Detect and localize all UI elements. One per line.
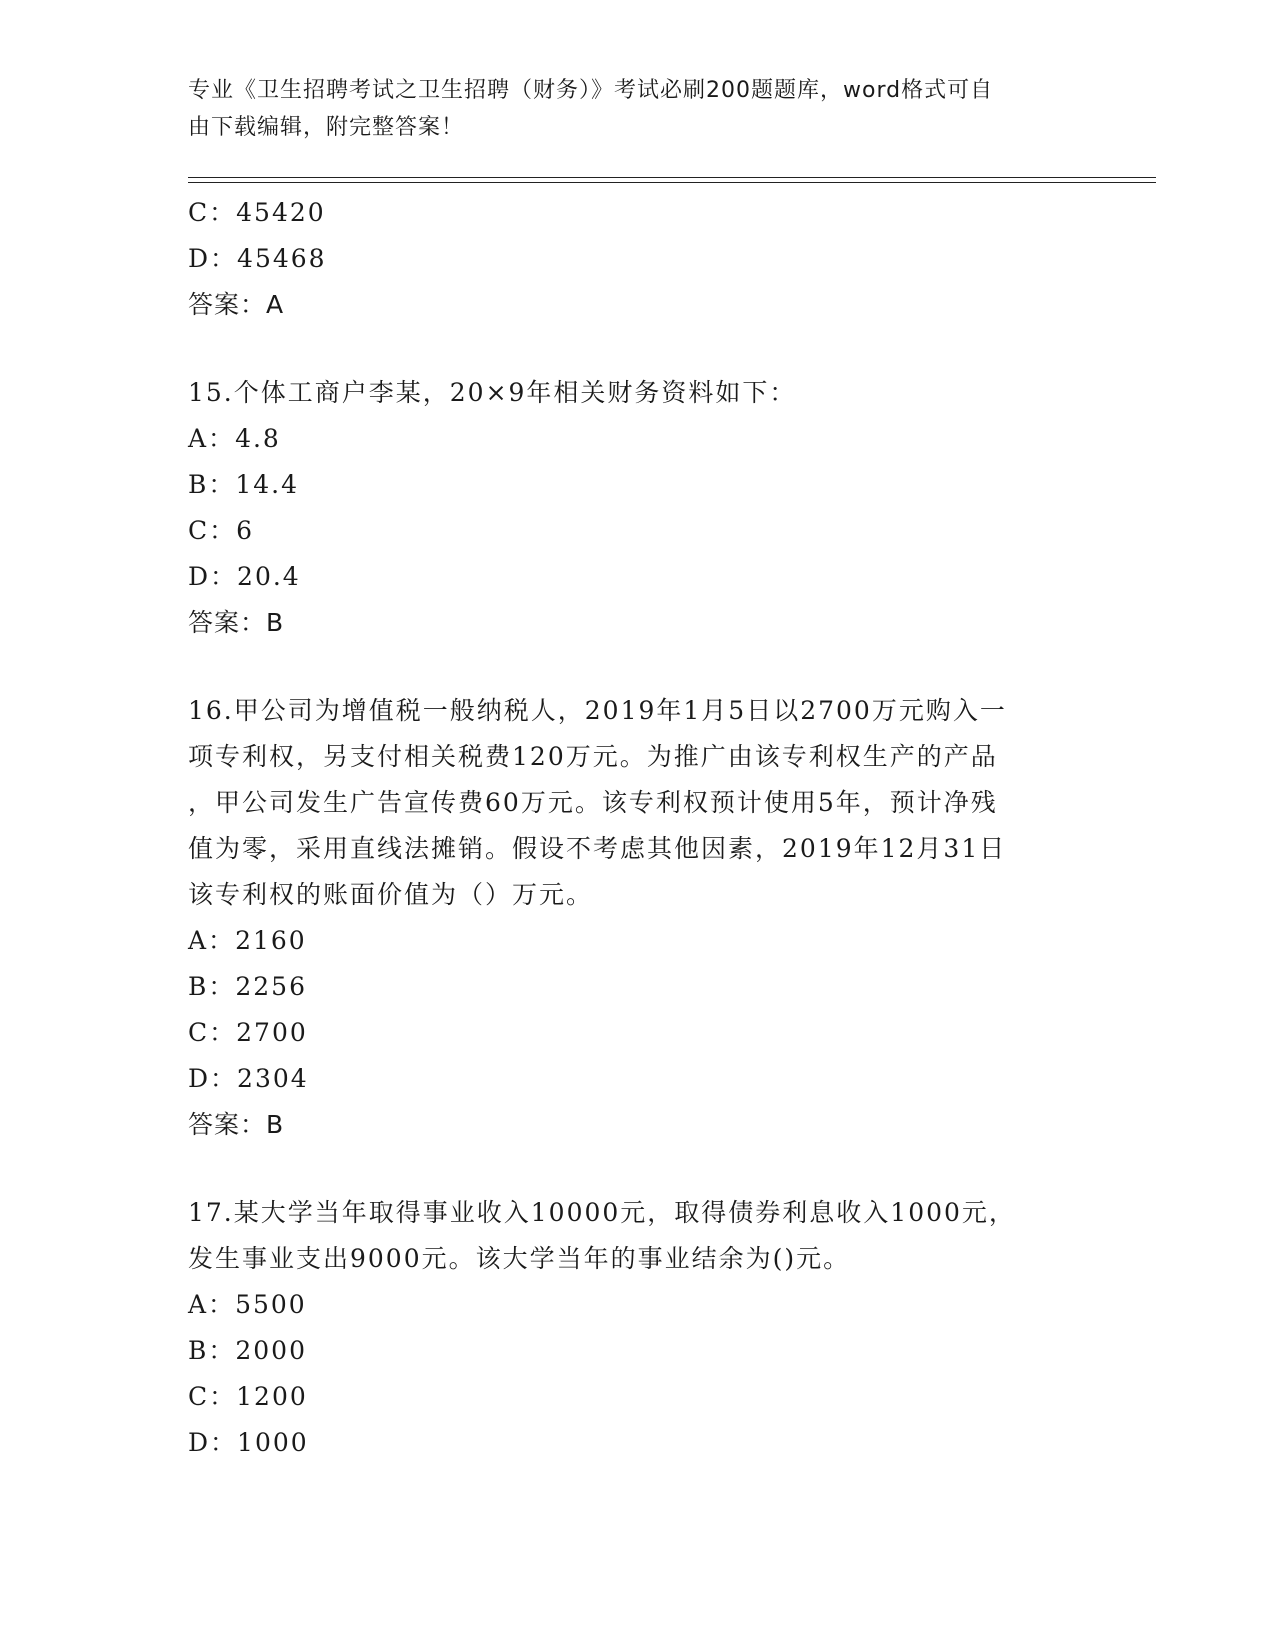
question-list: [188, 190, 1088, 1466]
question-stem: [188, 1190, 1078, 1282]
answer-line: 答案：B: [188, 1110, 285, 1139]
question-stem: [188, 688, 1078, 918]
option-c: C：1200: [188, 1382, 308, 1411]
stem-line: ，甲公司发生广告宣传费60万元。该专利权预计使用5年，预计净残: [188, 788, 998, 817]
option-a: A：4.8: [188, 424, 281, 453]
answer-line: 答案：B: [188, 608, 285, 637]
option-d: D：1000: [188, 1428, 309, 1457]
question-stem: [188, 370, 1078, 416]
option-d: D：45468: [188, 244, 327, 273]
previous-question-tail: [188, 190, 1088, 328]
option-c: C：6: [188, 516, 255, 545]
question-17: [188, 1190, 1088, 1466]
stem-line: 值为零，采用直线法摊销。假设不考虑其他因素，2019年12月31日: [188, 834, 1007, 863]
stem-line: 17.某大学当年取得事业收入10000元，取得债券利息收入1000元，: [188, 1198, 1016, 1227]
header-title-line-1: 专业《卫生招聘考试之卫生招聘（财务）》考试必刷200题题库，word格式可自: [188, 78, 994, 103]
stem-line: 16.甲公司为增值税一般纳税人，2019年1月5日以2700万元购入一: [188, 696, 1007, 725]
stem-line: 发生事业支出9000元。该大学当年的事业结余为()元。: [188, 1244, 851, 1273]
option-d: D：2304: [188, 1064, 309, 1093]
answer-line: 答案：A: [188, 290, 285, 319]
option-b: B：2000: [188, 1336, 307, 1365]
document-header: [188, 72, 1068, 146]
header-divider-top: [188, 177, 1156, 178]
header-divider-bottom: [188, 182, 1156, 183]
option-b: B：14.4: [188, 470, 300, 499]
option-c: C：45420: [188, 198, 326, 227]
option-a: A：5500: [188, 1290, 307, 1319]
option-d: D：20.4: [188, 562, 301, 591]
option-a: A：2160: [188, 926, 307, 955]
option-b: B：2256: [188, 972, 307, 1001]
header-title-line-2: 由下载编辑，附完整答案！: [188, 115, 465, 140]
stem-line: 项专利权，另支付相关税费120万元。为推广由该专利权生产的产品: [188, 742, 998, 771]
question-15: [188, 370, 1088, 646]
question-16: [188, 688, 1088, 1148]
stem-line: 该专利权的账面价值为（）万元。: [188, 880, 594, 909]
stem-line: 15.个体工商户李某，20×9年相关财务资料如下：: [188, 378, 797, 407]
option-c: C：2700: [188, 1018, 308, 1047]
